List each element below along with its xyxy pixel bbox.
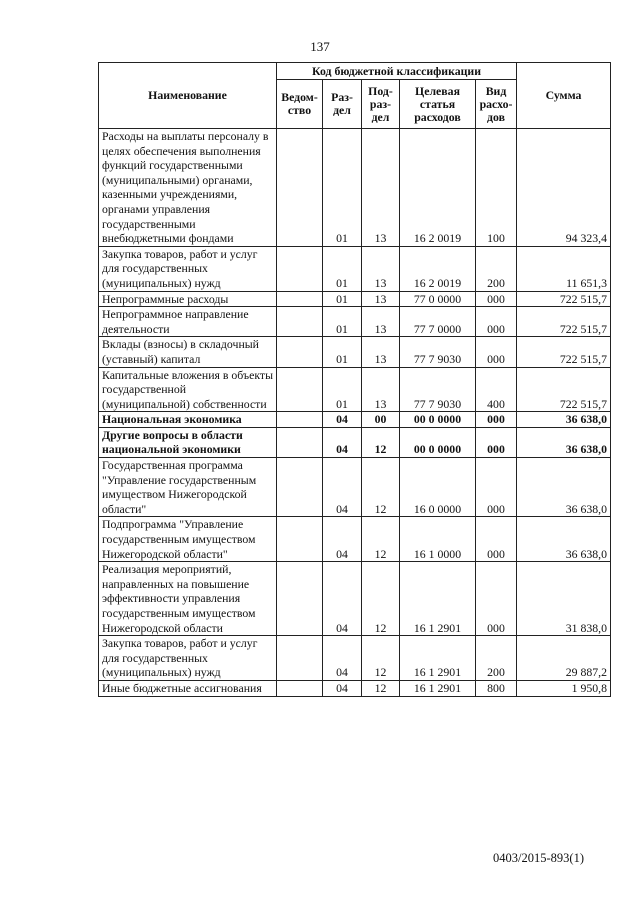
cell-vid: 000	[476, 412, 517, 428]
cell-sum: 31 838,0	[517, 562, 611, 636]
cell-sum: 1 950,8	[517, 680, 611, 696]
cell-vedomstvo	[277, 246, 323, 291]
cell-celevaya: 16 0 0000	[400, 458, 476, 517]
cell-vid: 800	[476, 680, 517, 696]
cell-vid: 000	[476, 337, 517, 367]
cell-celevaya: 77 7 9030	[400, 367, 476, 412]
budget-table	[98, 62, 611, 697]
table-header	[99, 63, 611, 129]
cell-vedomstvo	[277, 291, 323, 307]
cell-podrazdel: 12	[362, 458, 400, 517]
cell-name: Государственная программа "Управление государственным имуществом Нижегородской области"	[99, 458, 277, 517]
cell-name: Подпрограмма "Управление государственным имуществом Нижегородской области"	[99, 517, 277, 562]
cell-vid: 400	[476, 367, 517, 412]
header-sum: Сумма	[517, 63, 611, 129]
cell-razdel: 04	[323, 412, 362, 428]
document-code: 0403/2015-893(1)	[493, 851, 584, 865]
header-vid: Вид расхо-дов	[476, 80, 517, 129]
table-row	[99, 680, 611, 696]
cell-celevaya: 16 1 0000	[400, 517, 476, 562]
header-code-group: Код бюджетной классификации	[277, 63, 517, 80]
cell-celevaya: 16 2 0019	[400, 129, 476, 247]
cell-podrazdel: 13	[362, 246, 400, 291]
cell-vedomstvo	[277, 307, 323, 337]
cell-razdel: 01	[323, 129, 362, 247]
cell-vedomstvo	[277, 337, 323, 367]
cell-celevaya: 00 0 0000	[400, 412, 476, 428]
cell-celevaya: 16 2 0019	[400, 246, 476, 291]
cell-vedomstvo	[277, 562, 323, 636]
cell-vedomstvo	[277, 517, 323, 562]
cell-vid: 000	[476, 307, 517, 337]
cell-vedomstvo	[277, 129, 323, 247]
cell-celevaya: 16 1 2901	[400, 562, 476, 636]
cell-celevaya: 16 1 2901	[400, 680, 476, 696]
cell-name: Непрограммные расходы	[99, 291, 277, 307]
cell-vedomstvo	[277, 636, 323, 681]
cell-razdel: 04	[323, 680, 362, 696]
cell-name: Капитальные вложения в объекты государственной (муниципальной) собственности	[99, 367, 277, 412]
cell-sum: 11 651,3	[517, 246, 611, 291]
table-row	[99, 427, 611, 457]
cell-razdel: 04	[323, 458, 362, 517]
cell-razdel: 04	[323, 427, 362, 457]
cell-sum: 722 515,7	[517, 337, 611, 367]
cell-podrazdel: 13	[362, 307, 400, 337]
cell-podrazdel: 12	[362, 562, 400, 636]
cell-sum: 36 638,0	[517, 458, 611, 517]
table-row	[99, 458, 611, 517]
cell-sum: 722 515,7	[517, 291, 611, 307]
table-row	[99, 129, 611, 247]
cell-vid: 000	[476, 517, 517, 562]
header-podrazdel: Под-раз-дел	[362, 80, 400, 129]
cell-name: Закупка товаров, работ и услуг для государственных (муниципальных) нужд	[99, 246, 277, 291]
page-number: 137	[310, 39, 330, 54]
table-row	[99, 307, 611, 337]
cell-celevaya: 00 0 0000	[400, 427, 476, 457]
table-row	[99, 337, 611, 367]
cell-vid: 200	[476, 246, 517, 291]
cell-celevaya: 77 7 0000	[400, 307, 476, 337]
cell-name: Другие вопросы в области национальной экономики	[99, 427, 277, 457]
cell-razdel: 04	[323, 562, 362, 636]
cell-name: Непрограммное направление деятельности	[99, 307, 277, 337]
cell-vedomstvo	[277, 412, 323, 428]
cell-sum: 94 323,4	[517, 129, 611, 247]
cell-sum: 36 638,0	[517, 412, 611, 428]
cell-name: Иные бюджетные ассигнования	[99, 680, 277, 696]
cell-razdel: 04	[323, 636, 362, 681]
cell-sum: 36 638,0	[517, 517, 611, 562]
cell-podrazdel: 13	[362, 129, 400, 247]
header-vedomstvo: Ведом-ство	[277, 80, 323, 129]
cell-celevaya: 16 1 2901	[400, 636, 476, 681]
table-row	[99, 412, 611, 428]
table-row	[99, 291, 611, 307]
cell-razdel: 01	[323, 246, 362, 291]
cell-razdel: 01	[323, 307, 362, 337]
cell-podrazdel: 12	[362, 680, 400, 696]
cell-razdel: 04	[323, 517, 362, 562]
cell-celevaya: 77 7 9030	[400, 337, 476, 367]
table-body	[99, 129, 611, 697]
cell-name: Вклады (взносы) в складочный (уставный) капитал	[99, 337, 277, 367]
cell-name: Расходы на выплаты персоналу в целях обеспечения выполнения функций государственными (муниципальными) органами, казенными учреждениями, органами управления государственными внебюджетными фондами	[99, 129, 277, 247]
cell-celevaya: 77 0 0000	[400, 291, 476, 307]
cell-razdel: 01	[323, 337, 362, 367]
cell-podrazdel: 12	[362, 427, 400, 457]
table-row	[99, 636, 611, 681]
table-row	[99, 367, 611, 412]
cell-podrazdel: 12	[362, 636, 400, 681]
cell-name: Закупка товаров, работ и услуг для государственных (муниципальных) нужд	[99, 636, 277, 681]
cell-vid: 000	[476, 458, 517, 517]
cell-podrazdel: 13	[362, 291, 400, 307]
cell-vedomstvo	[277, 427, 323, 457]
header-celevaya: Целевая статья расходов	[400, 80, 476, 129]
cell-vedomstvo	[277, 367, 323, 412]
cell-razdel: 01	[323, 291, 362, 307]
cell-vid: 000	[476, 291, 517, 307]
cell-vid: 000	[476, 427, 517, 457]
cell-vedomstvo	[277, 458, 323, 517]
cell-vid: 100	[476, 129, 517, 247]
cell-razdel: 01	[323, 367, 362, 412]
cell-name: Реализация мероприятий, направленных на повышение эффективности управления государственным имуществом Нижегородской области	[99, 562, 277, 636]
cell-vid: 200	[476, 636, 517, 681]
cell-sum: 29 887,2	[517, 636, 611, 681]
cell-podrazdel: 00	[362, 412, 400, 428]
header-name: Наименование	[99, 63, 277, 129]
cell-sum: 722 515,7	[517, 367, 611, 412]
table-row	[99, 517, 611, 562]
table-row	[99, 246, 611, 291]
cell-name: Национальная экономика	[99, 412, 277, 428]
cell-podrazdel: 13	[362, 337, 400, 367]
cell-vedomstvo	[277, 680, 323, 696]
cell-podrazdel: 13	[362, 367, 400, 412]
cell-vid: 000	[476, 562, 517, 636]
cell-podrazdel: 12	[362, 517, 400, 562]
cell-sum: 722 515,7	[517, 307, 611, 337]
header-razdel: Раз-дел	[323, 80, 362, 129]
cell-sum: 36 638,0	[517, 427, 611, 457]
table-row	[99, 562, 611, 636]
